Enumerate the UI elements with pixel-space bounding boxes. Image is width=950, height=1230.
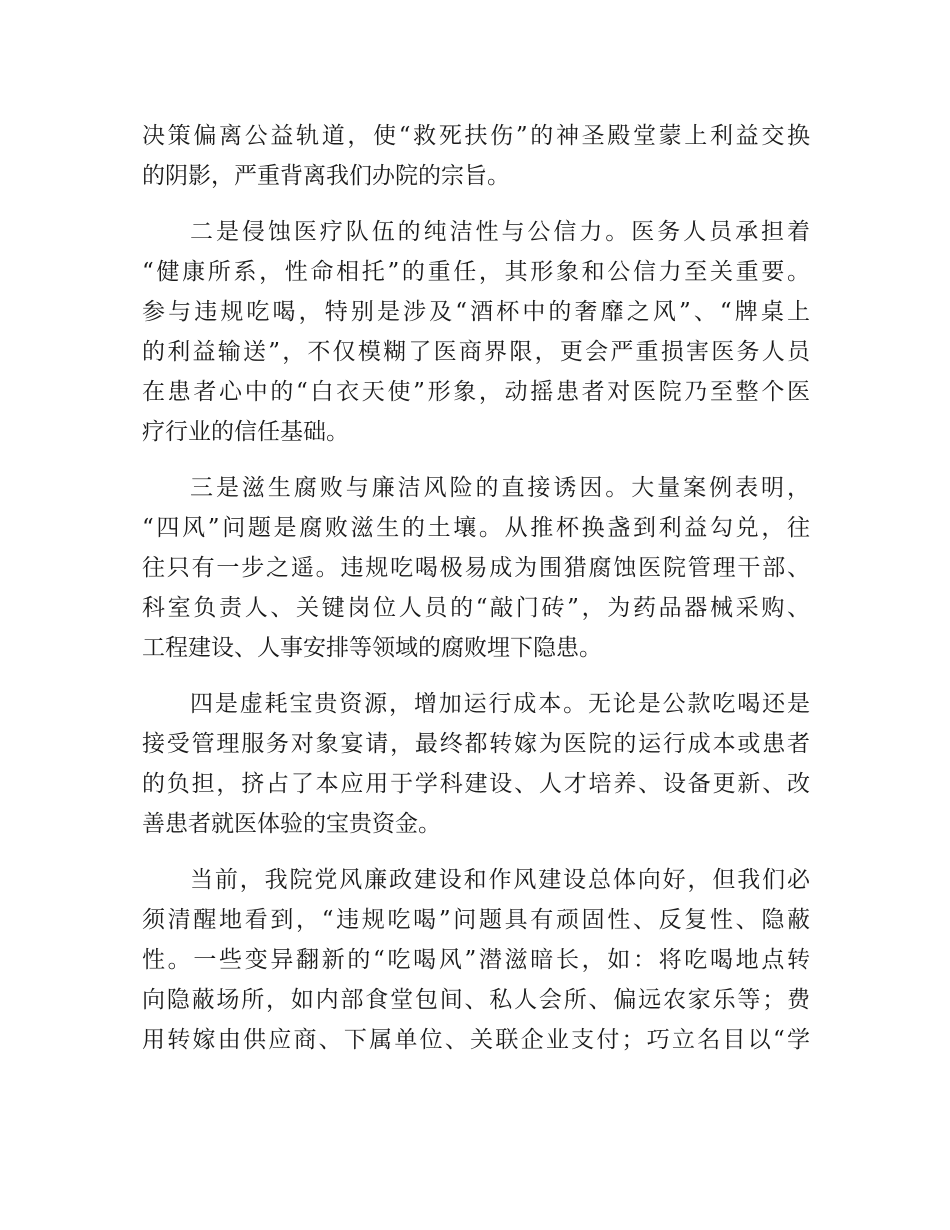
text-line: 四是虚耗宝贵资源，增加运行成本。无论是公款吃喝还是 bbox=[190, 691, 810, 717]
text-line: 当前，我院党风廉政建设和作风建设总体向好，但我们必 bbox=[190, 867, 810, 893]
text-line: 往只有一步之遥。违规吃喝极易成为围猎腐蚀医院管理干部、 bbox=[142, 555, 810, 581]
text-line: 在患者心中的“白衣天使”形象，动摇患者对医院乃至整个医 bbox=[142, 379, 810, 405]
text-line: 的利益输送”，不仅模糊了医商界限，更会严重损害医务人员 bbox=[142, 339, 810, 365]
text-line: 科室负责人、关键岗位人员的“敲门砖”，为药品器械采购、 bbox=[142, 595, 810, 621]
paragraph-1 bbox=[142, 116, 810, 196]
text-line: “健康所系，性命相托”的重任，其形象和公信力至关重要。 bbox=[142, 259, 810, 285]
text-line: 疗行业的信任基础。 bbox=[142, 419, 349, 445]
text-line: 用转嫁由供应商、下属单位、关联企业支付；巧立名目以“学 bbox=[142, 1027, 810, 1053]
text-line: 的阴影，严重背离我们办院的宗旨。 bbox=[142, 163, 510, 189]
paragraph-5 bbox=[142, 860, 810, 1060]
text-line: 性。一些变异翻新的“吃喝风”潜滋暗长，如：将吃喝地点转 bbox=[142, 947, 810, 973]
paragraph-3 bbox=[142, 468, 810, 668]
text-line: 三是滋生腐败与廉洁风险的直接诱因。大量案例表明， bbox=[190, 475, 810, 501]
paragraph-2 bbox=[142, 212, 810, 452]
text-line: 工程建设、人事安排等领域的腐败埋下隐患。 bbox=[142, 635, 602, 661]
text-line: 接受管理服务对象宴请，最终都转嫁为医院的运行成本或患者 bbox=[142, 731, 810, 757]
text-line: 决策偏离公益轨道，使“救死扶伤”的神圣殿堂蒙上利益交换 bbox=[142, 123, 810, 149]
text-line: “四风”问题是腐败滋生的土壤。从推杯换盏到利益勾兑，往 bbox=[142, 515, 810, 541]
text-line: 向隐蔽场所，如内部食堂包间、私人会所、偏远农家乐等；费 bbox=[142, 987, 810, 1013]
text-line: 参与违规吃喝，特别是涉及“酒杯中的奢靡之风”、“牌桌上 bbox=[142, 299, 810, 325]
text-line: 二是侵蚀医疗队伍的纯洁性与公信力。医务人员承担着 bbox=[190, 219, 810, 245]
text-line: 的负担，挤占了本应用于学科建设、人才培养、设备更新、改 bbox=[142, 771, 810, 797]
document-body bbox=[142, 116, 810, 1076]
paragraph-4 bbox=[142, 684, 810, 844]
text-line: 须清醒地看到，“违规吃喝”问题具有顽固性、反复性、隐蔽 bbox=[142, 907, 810, 933]
text-line: 善患者就医体验的宝贵资金。 bbox=[142, 811, 441, 837]
